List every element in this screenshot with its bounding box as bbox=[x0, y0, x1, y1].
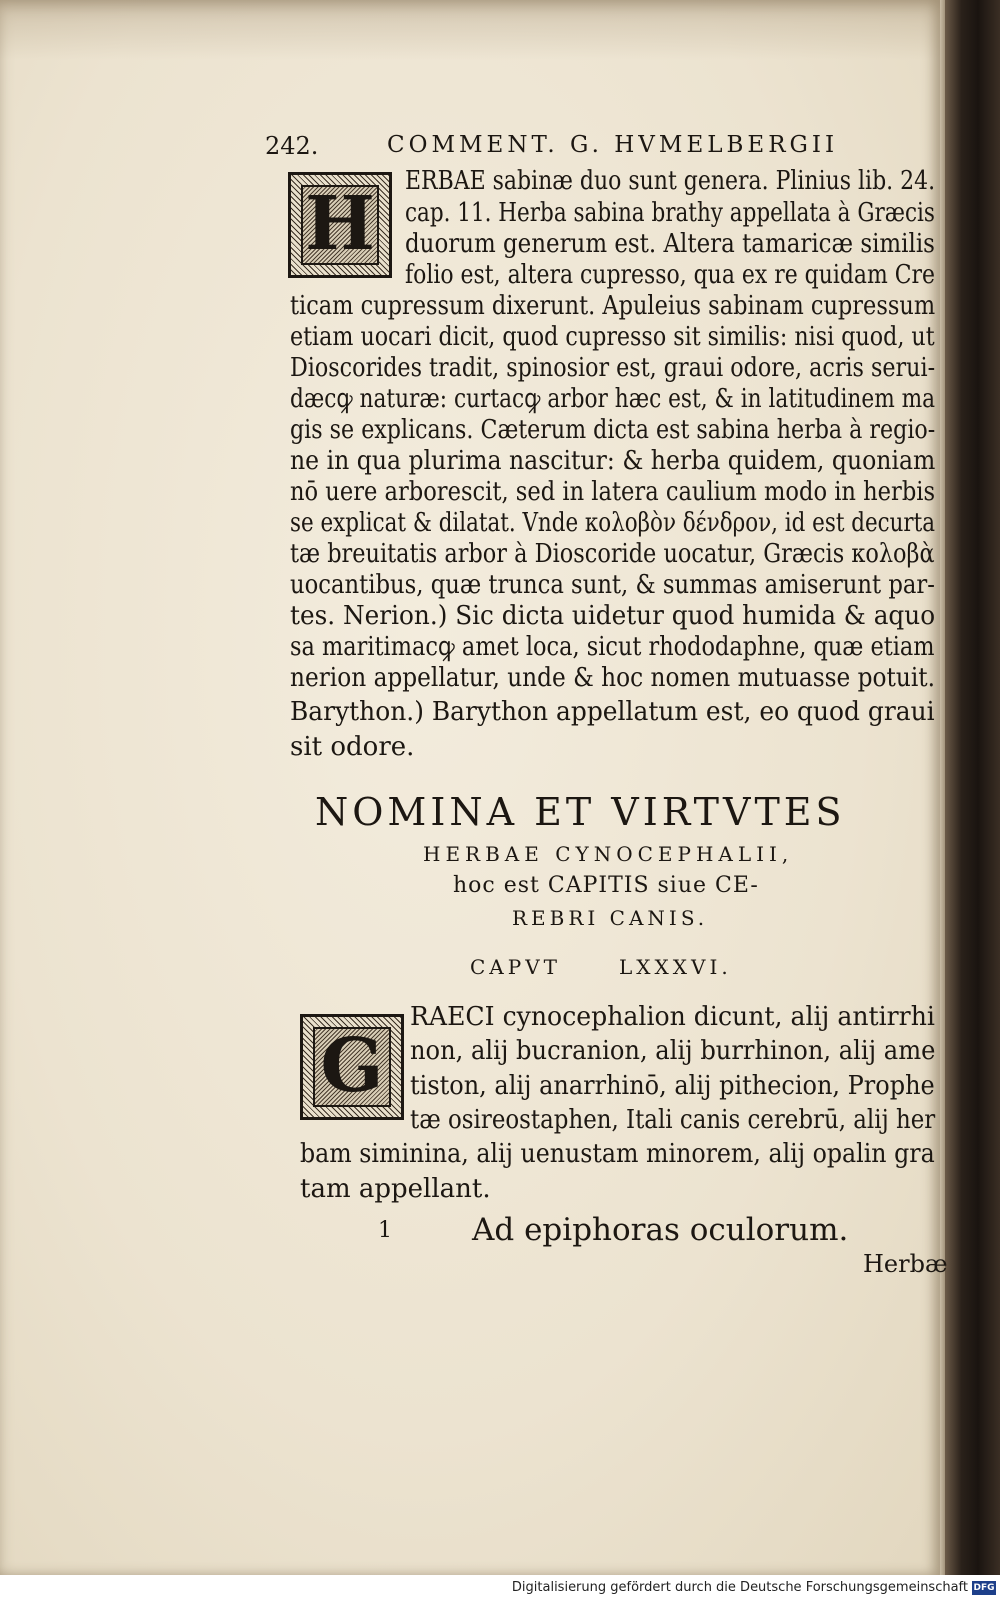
text-line: folio est, altera cupresso, qua ex re quidam Cre bbox=[405, 260, 936, 290]
text-line: gis se explicans. Cæterum dicta est sabina herba à regio- bbox=[290, 415, 936, 445]
caput-label: CAPVT bbox=[470, 955, 561, 979]
text-line: tæ osireostaphen, Itali canis cerebrū, alij her bbox=[410, 1105, 936, 1135]
book-spine bbox=[945, 0, 1000, 1575]
section-number: 1 bbox=[378, 1218, 392, 1243]
footer-credit: Digitalisierung gefördert durch die Deutsche Forschungsgemeinschaft bbox=[511, 1580, 968, 1595]
decorated-initial-h bbox=[288, 172, 392, 278]
text-line: Dioscorides tradit, spinosior est, graui odore, acris serui- bbox=[290, 353, 936, 383]
text-line: ne in qua plurima nascitur: & herba quidem, quoniam bbox=[290, 446, 936, 476]
text-line: sit odore. bbox=[290, 732, 415, 762]
text-line: tiston, alij anarrhinō, alij pithecion, Prophe bbox=[410, 1071, 935, 1101]
text-line: uocantibus, quæ trunca sunt, & summas amiserunt par- bbox=[290, 570, 935, 600]
text-line: ERBAE sabinæ duo sunt genera. Plinius lib. 24. bbox=[405, 166, 936, 196]
text-line: bam siminina, alij uenustam minorem, alij opalin gra bbox=[300, 1139, 935, 1169]
digitization-footer bbox=[0, 1578, 1000, 1604]
section-heading: Ad epiphoras oculorum. bbox=[472, 1212, 849, 1248]
running-title: COMMENT. G. HVMELBERGII bbox=[387, 132, 839, 158]
text-line: RAECI cynocephalion dicunt, alij antirrhi bbox=[410, 1002, 935, 1032]
chapter-title: NOMINA ET VIRTVTES bbox=[315, 790, 846, 834]
chapter-subtitle-2: hoc est CAPITIS siue CE- bbox=[453, 873, 759, 898]
text-line: sa maritimacꝙ amet loca, sicut rhododaphne, quæ etiam bbox=[290, 632, 935, 662]
text-line: ticam cupressum dixerunt. Apuleius sabinam cupressum bbox=[290, 291, 936, 321]
decorated-initial-g bbox=[300, 1014, 404, 1120]
dfg-logo: DFG bbox=[973, 1583, 995, 1593]
text-line: dæcꝙ naturæ: curtacꝙ arbor hæc est, & in latitudinem ma bbox=[290, 384, 936, 414]
chapter-number bbox=[470, 955, 732, 979]
text-line: Barython.) Barython appellatum est, eo quod graui bbox=[290, 697, 935, 727]
text-line: cap. 11. Herba sabina brathy appellata à Græcis bbox=[405, 198, 935, 228]
page-number: 242. bbox=[265, 132, 319, 160]
text-line: tæ breuitatis arbor à Dioscoride uocatur, Græcis κολοβὰ bbox=[290, 539, 935, 569]
catchword: Herbæ bbox=[863, 1250, 948, 1278]
initial-letter: G bbox=[320, 1023, 384, 1109]
text-line: etiam uocari dicit, quod cupresso sit similis: nisi quod, ut bbox=[290, 322, 935, 352]
text-line: nerion appellatur, unde & hoc nomen mutuasse potuit. bbox=[290, 663, 935, 693]
chapter-subtitle-3: REBRI CANIS. bbox=[512, 906, 709, 930]
text-line: tam appellant. bbox=[300, 1174, 491, 1204]
text-line: non, alij bucranion, alij burrhinon, alij ame bbox=[410, 1036, 936, 1066]
text-line: nō uere arborescit, sed in latera caulium modo in herbis bbox=[290, 477, 936, 507]
initial-letter: H bbox=[305, 181, 375, 267]
caput-number: LXXXVI. bbox=[619, 955, 732, 979]
text-line: tes. Nerion.) Sic dicta uidetur quod humida & aquo bbox=[290, 601, 936, 631]
running-header bbox=[265, 132, 945, 166]
text-line: se explicat & dilatat. Vnde κολοβὸν δένδρον, id est decurta bbox=[290, 508, 936, 538]
chapter-subtitle: HERBAE CYNOCEPHALII, bbox=[423, 842, 794, 866]
text-line: duorum generum est. Altera tamaricæ similis bbox=[405, 229, 935, 259]
